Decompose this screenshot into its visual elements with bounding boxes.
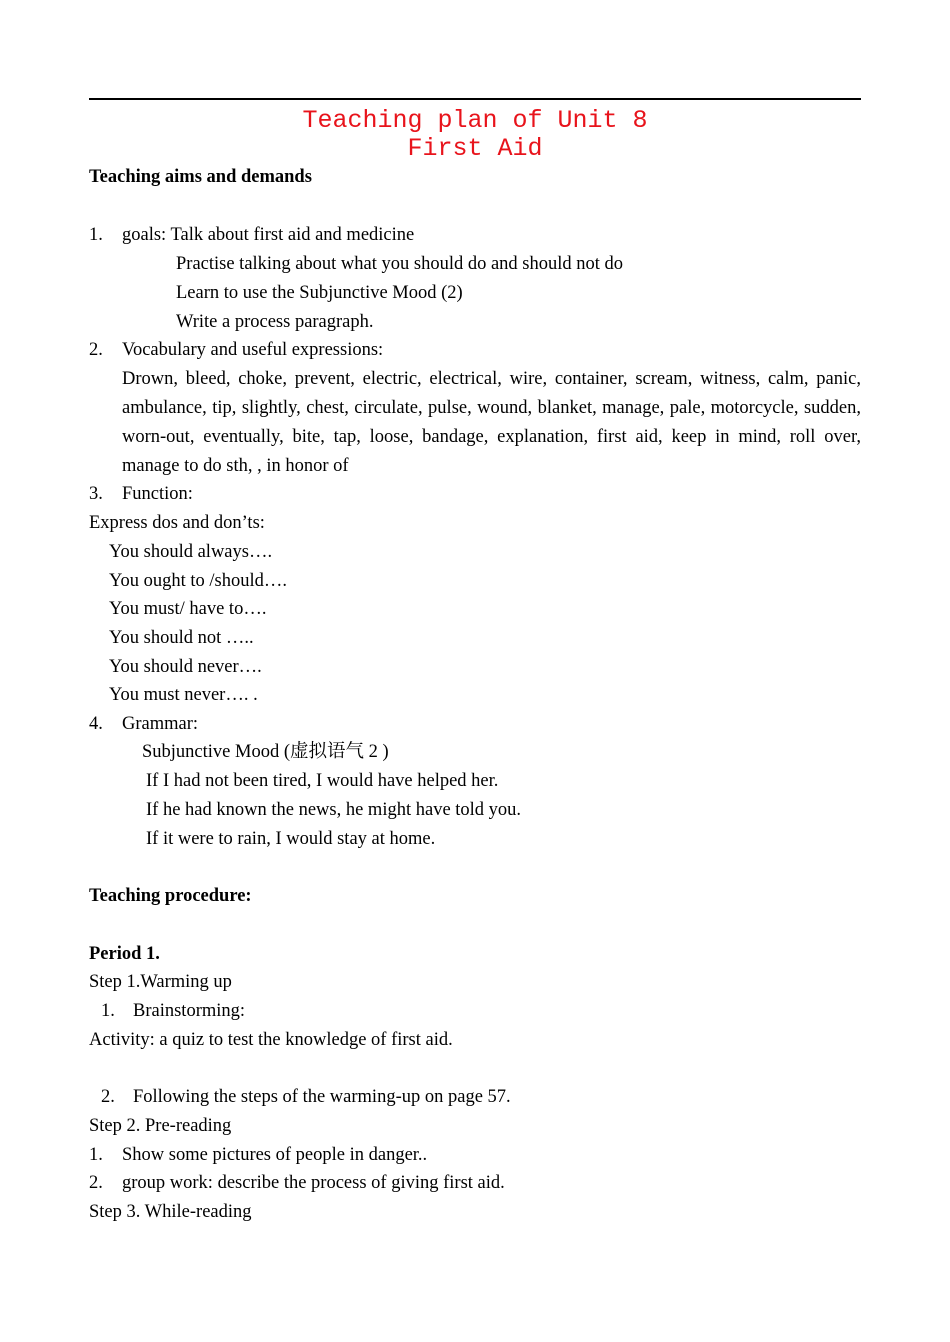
goals-number: 1. xyxy=(89,225,103,245)
step2-label: Step 2. Pre-reading xyxy=(89,1116,232,1136)
function-item: You must never…. . xyxy=(109,685,258,705)
step1-item2: Following the steps of the warming-up on page 57. xyxy=(133,1087,511,1107)
function-heading: Function: xyxy=(122,484,193,504)
step1-item2-number: 2. xyxy=(101,1087,115,1107)
step2-item: group work: describe the process of giving first aid. xyxy=(122,1173,505,1193)
vocab-number: 2. xyxy=(89,340,103,360)
aims-heading: Teaching aims and demands xyxy=(89,167,312,187)
grammar-number: 4. xyxy=(89,714,103,734)
page-title-line-1: Teaching plan of Unit 8 xyxy=(302,106,648,135)
step1-activity: Activity: a quiz to test the knowledge of first aid. xyxy=(89,1030,453,1050)
function-item: You should never…. xyxy=(109,657,262,677)
function-intro: Express dos and don’ts: xyxy=(89,513,265,533)
page-title-line-2: First Aid xyxy=(407,134,543,163)
step2-item: Show some pictures of people in danger.. xyxy=(122,1145,428,1165)
procedure-heading: Teaching procedure: xyxy=(89,886,252,906)
goals-first-line: goals: Talk about first aid and medicine xyxy=(122,225,415,245)
goal-item: Write a process paragraph. xyxy=(176,312,374,332)
vocab-heading: Vocabulary and useful expressions: xyxy=(122,340,384,360)
step1-item1: Brainstorming: xyxy=(133,1001,246,1021)
step1-item1-number: 1. xyxy=(101,1001,115,1021)
step3-label: Step 3. While-reading xyxy=(89,1202,252,1222)
period-heading: Period 1. xyxy=(89,944,160,964)
function-number: 3. xyxy=(89,484,103,504)
goal-item: Practise talking about what you should do and should not do xyxy=(176,254,624,274)
grammar-subheading: Subjunctive Mood (虚拟语气 2 ) xyxy=(142,742,389,762)
function-item: You ought to /should…. xyxy=(109,571,288,591)
step2-item-number: 1. xyxy=(89,1145,103,1165)
goal-item: Learn to use the Subjunctive Mood (2) xyxy=(176,283,463,303)
grammar-example: If I had not been tired, I would have helped her. xyxy=(146,771,499,791)
function-item: You must/ have to…. xyxy=(109,599,267,619)
step1-label: Step 1.Warming up xyxy=(89,972,232,992)
grammar-heading: Grammar: xyxy=(122,714,199,734)
grammar-example: If it were to rain, I would stay at home. xyxy=(146,829,436,849)
grammar-example: If he had known the news, he might have told you. xyxy=(146,800,522,820)
step2-item-number: 2. xyxy=(89,1173,103,1193)
header-rule xyxy=(89,98,861,100)
vocab-paragraph: Drown, bleed, choke, prevent, electric, electrical, wire, container, scream, witness, calm, panic, ambulance, tip, slightly, chest, circulate, pulse, wound, blanket, manage, pale, motorcycle, sudden, worn-out, eventually, bite, tap, loose, bandage, explanation, first aid, keep in mind, roll over, manage to do sth, , in honor of xyxy=(122,369,861,476)
function-item: You should always…. xyxy=(109,542,273,562)
function-item: You should not ….. xyxy=(109,628,254,648)
